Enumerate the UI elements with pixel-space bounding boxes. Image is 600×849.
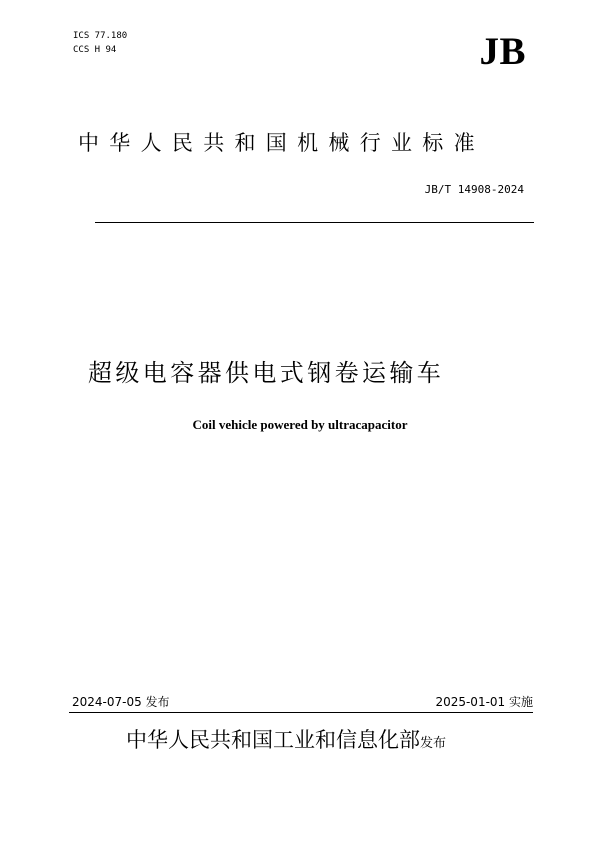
jb-logo: JB bbox=[479, 30, 526, 73]
issuer-name: 中华人民共和国工业和信息化部 bbox=[126, 728, 420, 752]
issuing-authority bbox=[126, 725, 446, 759]
ccs-code: CCS H 94 bbox=[73, 45, 117, 55]
implementation-date: 2025-01-01 实施 bbox=[435, 695, 533, 709]
document-title-english: Coil vehicle powered by ultracapacitor bbox=[192, 417, 408, 432]
issuer-suffix: 发布 bbox=[420, 736, 447, 751]
publication-date: 2024-07-05 发布 bbox=[72, 695, 170, 709]
classification-codes bbox=[73, 29, 127, 57]
footer-divider bbox=[69, 712, 533, 713]
document-title: 超级电容器供电式钢卷运输车 bbox=[88, 359, 445, 387]
ics-code: ICS 77.180 bbox=[73, 31, 128, 41]
standard-category: 中华人民共和国机械行业标准 bbox=[78, 131, 485, 155]
standard-number: JB/T 14908-2024 bbox=[424, 183, 524, 196]
header-divider bbox=[95, 222, 534, 223]
